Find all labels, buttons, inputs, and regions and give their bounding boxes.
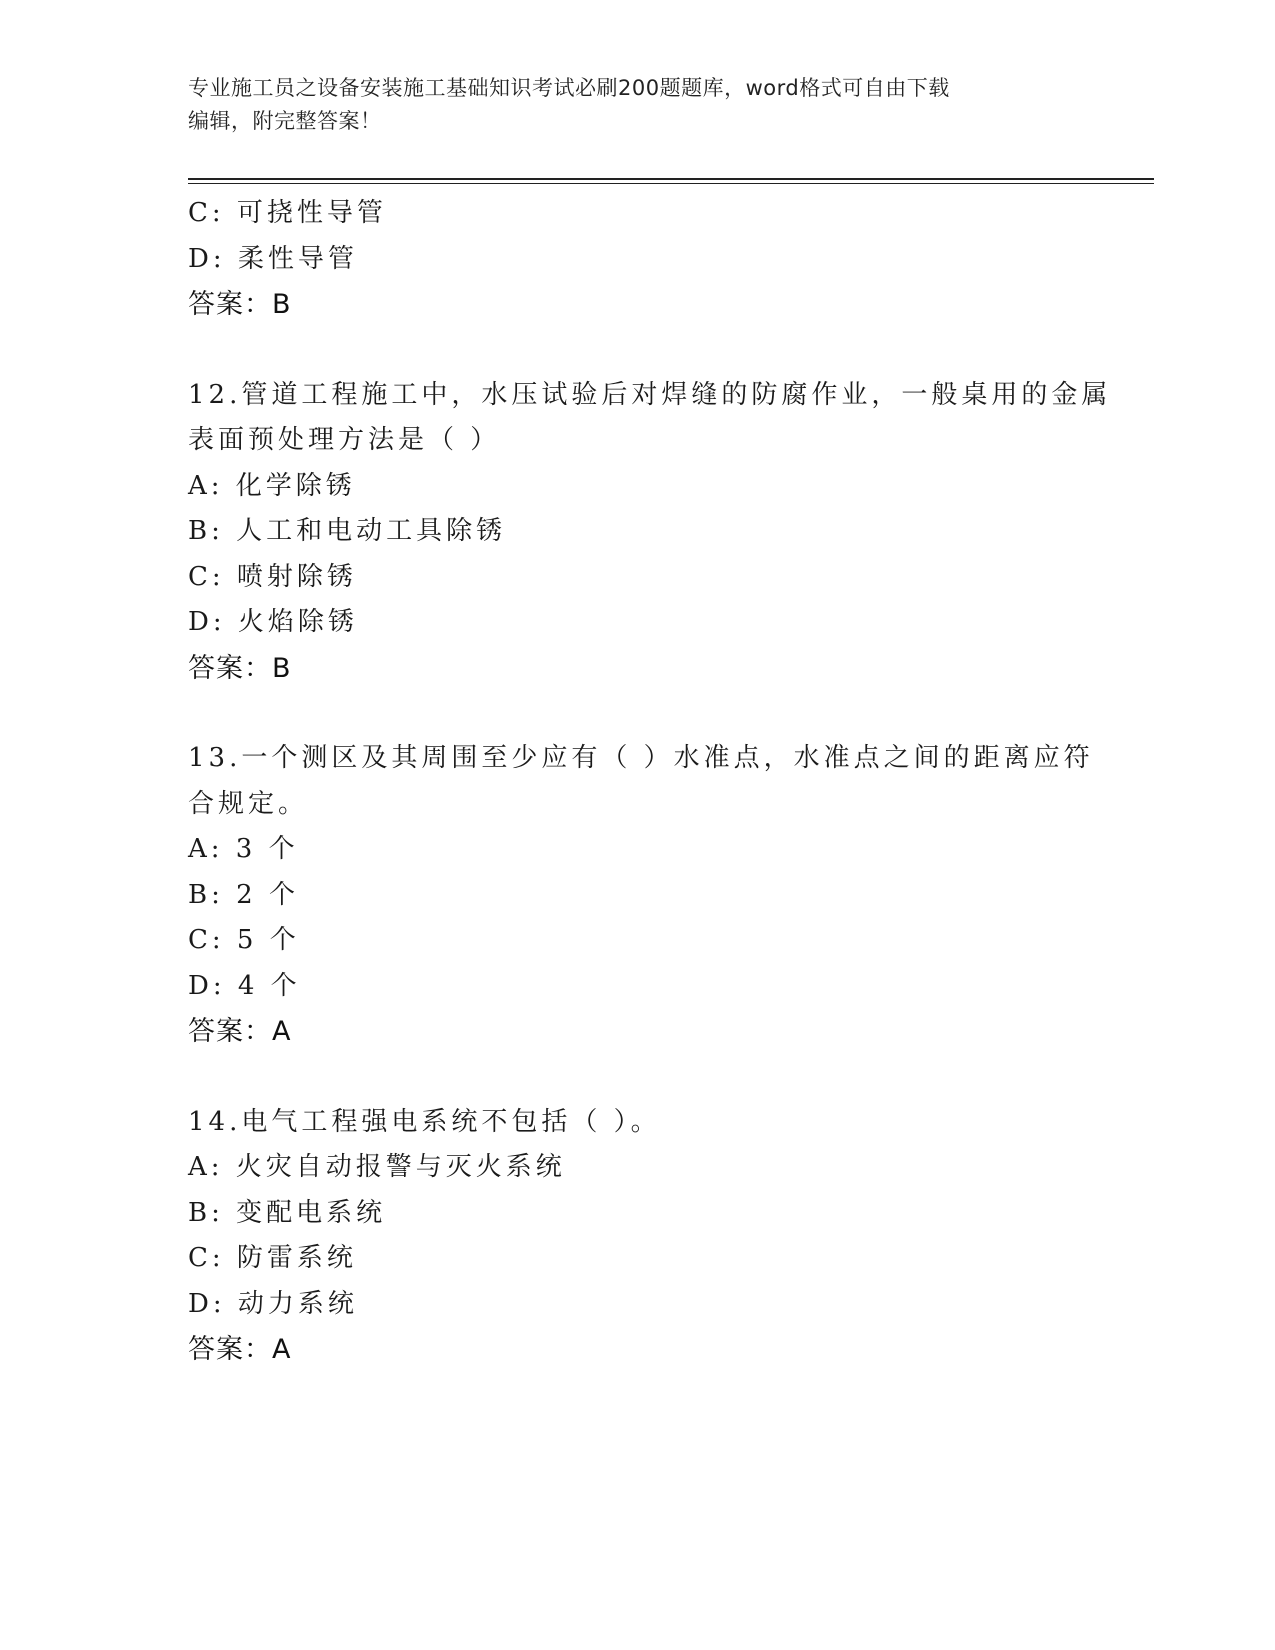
option-d: D: 动力系统: [188, 1288, 358, 1319]
option-a: A: 3 个: [188, 834, 299, 864]
question-stem: 14.电气工程强电系统不包括（ ）。: [188, 1106, 661, 1137]
answer: 答案：B: [188, 289, 292, 320]
option-a: A: 化学除锈: [188, 470, 356, 501]
option-d: D: 4 个: [188, 970, 301, 1001]
option-c: C: 喷射除锈: [188, 561, 357, 592]
option-b: B: 变配电系统: [188, 1197, 387, 1228]
answer: 答案：A: [188, 1334, 292, 1365]
question-stem: 13.一个测区及其周围至少应有（ ）水准点，水准点之间的距离应符: [188, 743, 1094, 773]
option-c: C: 防雷系统: [188, 1243, 357, 1273]
header-rule-thick: [188, 178, 1154, 180]
answer: 答案：A: [188, 1016, 292, 1047]
option-a: A: 火灾自动报警与灭火系统: [188, 1152, 566, 1182]
option-d: D: 柔性导管: [188, 243, 358, 274]
option-c: C: 可挠性导管: [188, 198, 387, 228]
header-line-1: 专业施工员之设备安装施工基础知识考试必刷200题题库，word格式可自由下载: [188, 76, 950, 100]
question-12: [188, 373, 1112, 692]
option-c: C: 5 个: [188, 925, 300, 955]
header-rule-thin: [188, 183, 1154, 184]
page-header: [188, 72, 1068, 138]
option-b: B: 2 个: [188, 879, 299, 910]
question-stem: 12.管道工程施工中，水压试验后对焊缝的防腐作业，一般桌用的金属: [188, 379, 1112, 410]
answer: 答案：B: [188, 652, 292, 684]
question-stem: 合规定。: [188, 788, 309, 819]
header-line-2: 编辑，附完整答案！: [188, 109, 382, 133]
question-stem: 表面预处理方法是（ ）: [188, 425, 501, 455]
carry-over-question: [188, 191, 1088, 328]
question-14: [188, 1100, 1088, 1373]
option-d: D: 火焰除锈: [188, 607, 358, 637]
question-list: [188, 191, 1112, 1373]
question-13: [188, 736, 1094, 1055]
option-b: B: 人工和电动工具除锈: [188, 516, 507, 546]
